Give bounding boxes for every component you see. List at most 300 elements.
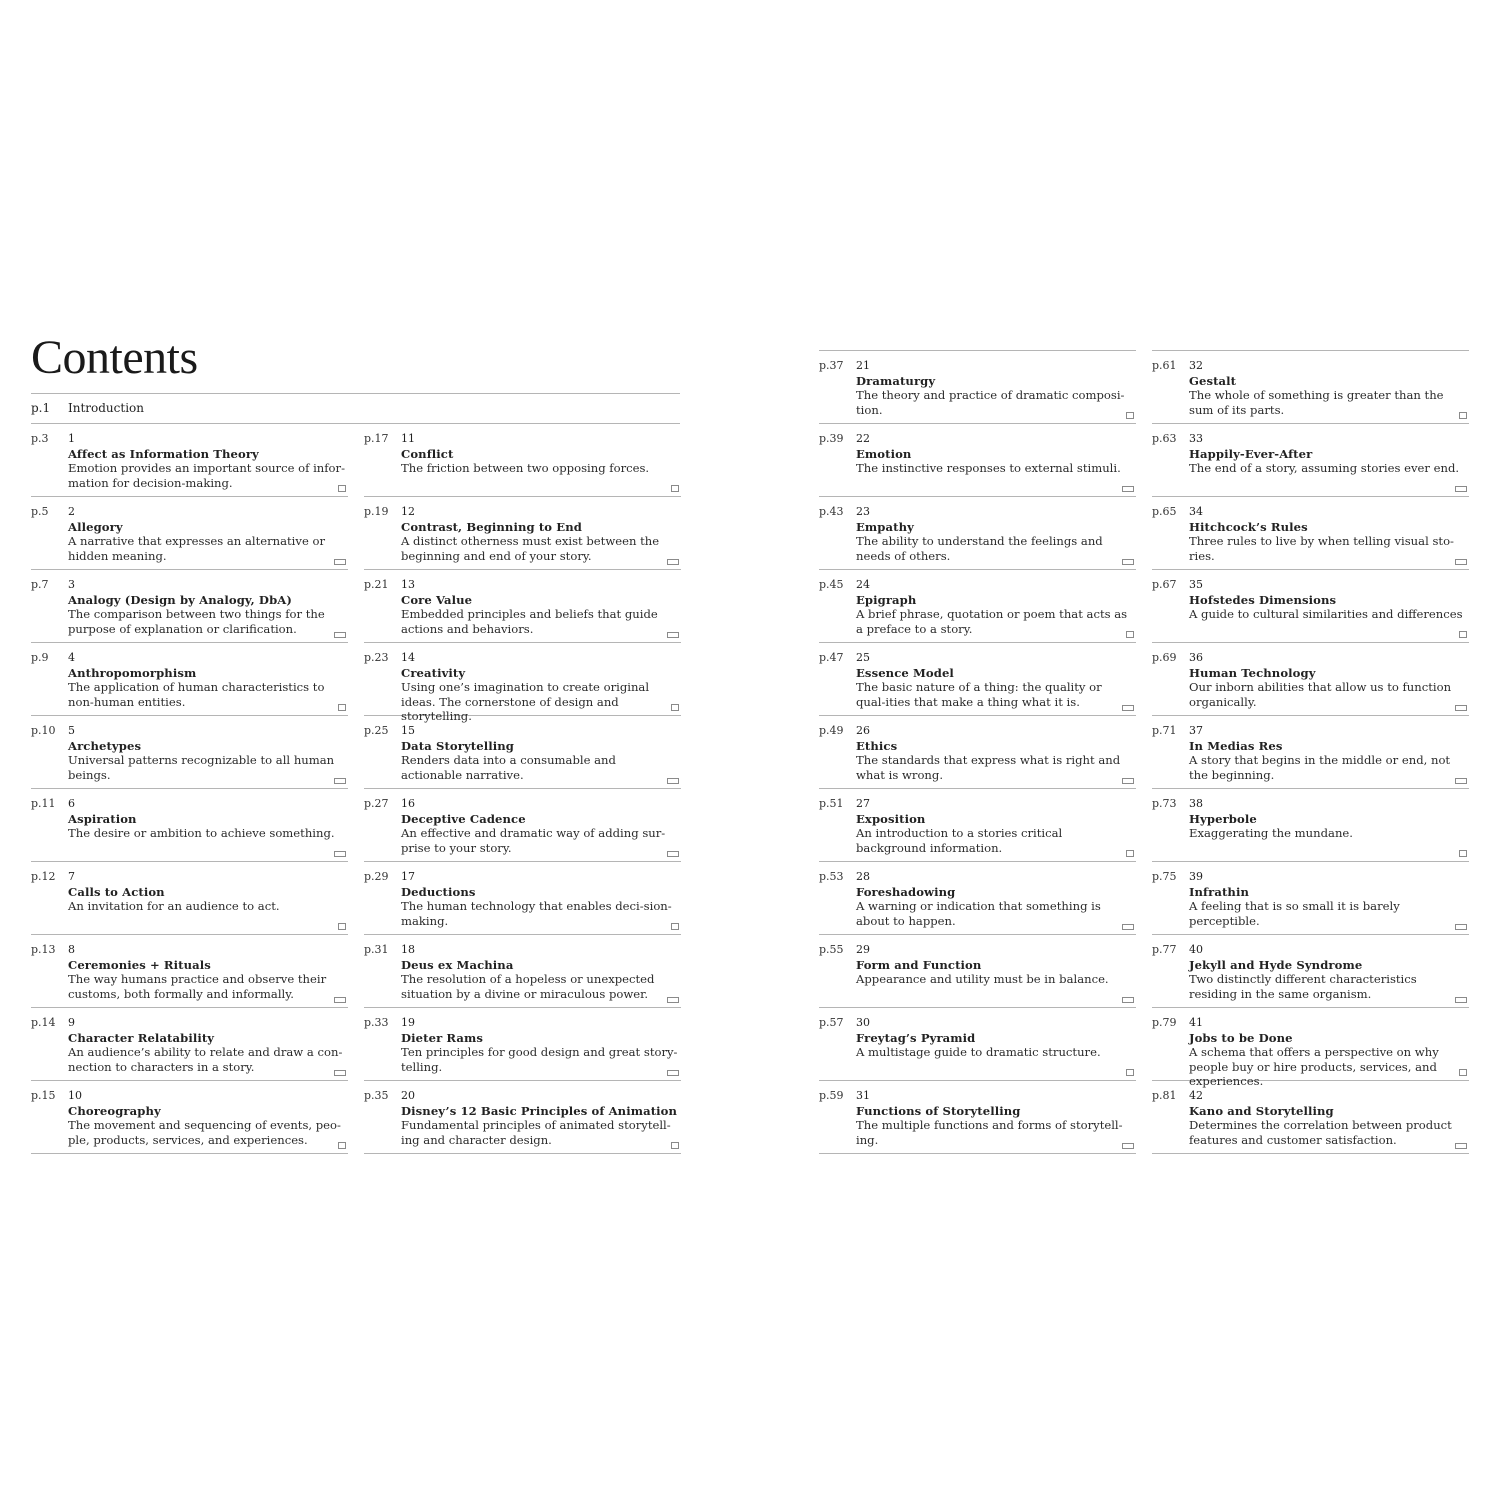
entry-number: 37 xyxy=(1189,724,1203,737)
entry-page: p.77 xyxy=(1152,943,1177,956)
category-marker-icon xyxy=(1122,1143,1134,1149)
entry-body xyxy=(68,724,346,782)
entry-title: Calls to Action xyxy=(68,884,165,899)
entry-number: 18 xyxy=(401,943,415,956)
entry-description: Two distinctly different characteristics residing in the same organism. xyxy=(1189,972,1417,1001)
toc-entry[interactable] xyxy=(819,497,1136,570)
entry-description: A multistage guide to dramatic structure. xyxy=(856,1045,1101,1060)
entry-number: 28 xyxy=(856,870,870,883)
category-marker-icon xyxy=(671,923,679,930)
entry-title: Jekyll and Hyde Syndrome xyxy=(1189,957,1363,972)
entry-number: 27 xyxy=(856,797,870,810)
entry-description: An invitation for an audience to act. xyxy=(68,899,280,914)
category-marker-icon xyxy=(338,704,346,711)
toc-entry[interactable] xyxy=(819,935,1136,1008)
category-marker-icon xyxy=(667,632,679,638)
category-marker-icon xyxy=(338,485,346,492)
entry-page: p.14 xyxy=(31,1016,56,1029)
toc-entry[interactable] xyxy=(31,862,348,935)
toc-entry[interactable] xyxy=(364,1008,681,1081)
toc-entry[interactable] xyxy=(819,1008,1136,1081)
toc-entry[interactable] xyxy=(1152,716,1469,789)
entry-body xyxy=(1189,1089,1467,1147)
entry-title: Affect as Information Theory xyxy=(68,446,259,461)
toc-entry[interactable] xyxy=(364,716,681,789)
entry-description: Exaggerating the mundane. xyxy=(1189,826,1353,841)
entry-body xyxy=(68,578,346,636)
entry-title: Archetypes xyxy=(68,738,142,753)
toc-entry[interactable] xyxy=(1152,862,1469,935)
entry-page: p.65 xyxy=(1152,505,1177,518)
entry-description: Our inborn abilities that allow us to function organically. xyxy=(1189,680,1452,709)
toc-entry[interactable] xyxy=(1152,935,1469,1008)
entry-description: The comparison between two things for the purpose of explanation or clarification. xyxy=(68,607,325,636)
entry-title: Conflict xyxy=(401,446,454,461)
entry-number: 24 xyxy=(856,578,870,591)
entry-page: p.67 xyxy=(1152,578,1177,591)
entry-description: A brief phrase, quotation or poem that acts as a preface to a story. xyxy=(856,607,1128,636)
entry-description: A distinct otherness must exist between the beginning and end of your story. xyxy=(401,534,660,563)
entry-title: Introduction xyxy=(68,401,144,415)
category-marker-icon xyxy=(667,997,679,1003)
toc-entry[interactable] xyxy=(31,789,348,862)
toc-entry[interactable] xyxy=(819,789,1136,862)
entry-page: p.51 xyxy=(819,797,844,810)
category-marker-icon xyxy=(1122,924,1134,930)
entry-body xyxy=(1189,432,1467,476)
entry-body xyxy=(401,797,679,855)
entry-title: Human Technology xyxy=(1189,665,1316,680)
entry-body xyxy=(68,432,346,490)
entry-title: Empathy xyxy=(856,519,914,534)
entry-page: p.43 xyxy=(819,505,844,518)
entry-page: p.23 xyxy=(364,651,389,664)
entry-description: A feeling that is so small it is barely perceptible. xyxy=(1189,899,1400,928)
entry-title: Choreography xyxy=(68,1103,161,1118)
category-marker-icon xyxy=(334,778,346,784)
category-marker-icon xyxy=(671,1142,679,1149)
entry-description: The ability to understand the feelings and needs of others. xyxy=(856,534,1103,563)
entry-page: p.19 xyxy=(364,505,389,518)
toc-entry[interactable] xyxy=(31,424,348,497)
entry-description: The human technology that enables deci-sion-making. xyxy=(401,899,672,928)
entry-page: p.25 xyxy=(364,724,389,737)
entry-body xyxy=(68,797,346,841)
entry-body xyxy=(401,1089,679,1147)
toc-entry[interactable] xyxy=(31,1081,348,1154)
toc-entry[interactable] xyxy=(819,1081,1136,1154)
category-marker-icon xyxy=(1122,705,1134,711)
category-marker-icon xyxy=(1126,850,1134,857)
entry-page: p.35 xyxy=(364,1089,389,1102)
entry-page: p.13 xyxy=(31,943,56,956)
entry-title: Deus ex Machina xyxy=(401,957,514,972)
category-marker-icon xyxy=(1455,997,1467,1003)
entry-description: Renders data into a consumable and actionable narrative. xyxy=(401,753,616,782)
entry-page: p.17 xyxy=(364,432,389,445)
entry-number: 38 xyxy=(1189,797,1203,810)
entry-title: Gestalt xyxy=(1189,373,1237,388)
entry-title: Deceptive Cadence xyxy=(401,811,526,826)
entry-title: Hofstedes Dimensions xyxy=(1189,592,1337,607)
entry-body xyxy=(68,1089,346,1147)
entry-title: Creativity xyxy=(401,665,466,680)
category-marker-icon xyxy=(667,1070,679,1076)
category-marker-icon xyxy=(334,632,346,638)
entry-page: p.45 xyxy=(819,578,844,591)
entry-number: 40 xyxy=(1189,943,1203,956)
toc-entry[interactable] xyxy=(364,1081,681,1154)
entry-number: 36 xyxy=(1189,651,1203,664)
entry-body xyxy=(68,870,346,914)
entry-page: p.12 xyxy=(31,870,56,883)
entry-page: p.75 xyxy=(1152,870,1177,883)
toc-entry[interactable] xyxy=(1152,424,1469,497)
entry-title: Dramaturgy xyxy=(856,373,936,388)
entry-number: 3 xyxy=(68,578,75,591)
entry-description: Ten principles for good design and great story-telling. xyxy=(401,1045,678,1074)
entry-page: p.79 xyxy=(1152,1016,1177,1029)
entry-description: An effective and dramatic way of adding sur-prise to your story. xyxy=(401,826,666,855)
entry-title: Deductions xyxy=(401,884,476,899)
entry-page: p.10 xyxy=(31,724,56,737)
category-marker-icon xyxy=(1122,997,1134,1003)
entry-page: p.39 xyxy=(819,432,844,445)
category-marker-icon xyxy=(338,923,346,930)
toc-entry[interactable] xyxy=(364,570,681,643)
entry-body xyxy=(856,359,1134,417)
entry-number: 8 xyxy=(68,943,75,956)
category-marker-icon xyxy=(1126,631,1134,638)
toc-entry[interactable] xyxy=(31,935,348,1008)
entry-title: Exposition xyxy=(856,811,926,826)
category-marker-icon xyxy=(671,704,679,711)
entry-body xyxy=(1189,578,1467,622)
toc-entry[interactable] xyxy=(1152,1008,1469,1089)
entry-number: 16 xyxy=(401,797,415,810)
toc-entry[interactable] xyxy=(364,789,681,862)
entry-title: Epigraph xyxy=(856,592,917,607)
entry-body xyxy=(68,505,346,563)
entry-description: The multiple functions and forms of storytell-ing. xyxy=(856,1118,1123,1147)
entry-body xyxy=(1189,505,1467,563)
entry-number: 42 xyxy=(1189,1089,1203,1102)
entry-title: Foreshadowing xyxy=(856,884,956,899)
entry-description: The whole of something is greater than the sum of its parts. xyxy=(1189,388,1444,417)
toc-entry[interactable] xyxy=(1152,1081,1469,1154)
toc-column-4 xyxy=(1152,350,1469,1154)
entry-number: 7 xyxy=(68,870,75,883)
toc-entry[interactable] xyxy=(1152,643,1469,716)
entry-title: Dieter Rams xyxy=(401,1030,484,1045)
entry-page: p.71 xyxy=(1152,724,1177,737)
entry-page: p.9 xyxy=(31,651,49,664)
toc-column-2 xyxy=(364,424,681,1154)
entry-title: Disney’s 12 Basic Principles of Animation xyxy=(401,1103,678,1118)
toc-entry[interactable] xyxy=(31,643,348,716)
entry-page: p.61 xyxy=(1152,359,1177,372)
entry-title: In Medias Res xyxy=(1189,738,1283,753)
toc-column-1 xyxy=(31,424,348,1154)
toc-entry[interactable] xyxy=(819,716,1136,789)
entry-page: p.1 xyxy=(31,401,51,415)
entry-body xyxy=(68,651,346,709)
entry-body xyxy=(856,1089,1134,1147)
entry-body xyxy=(401,870,679,928)
category-marker-icon xyxy=(667,559,679,565)
entry-number: 14 xyxy=(401,651,415,664)
entry-description: Embedded principles and beliefs that guide actions and behaviors. xyxy=(401,607,658,636)
entry-title: Functions of Storytelling xyxy=(856,1103,1021,1118)
category-marker-icon xyxy=(667,851,679,857)
page-title: Contents xyxy=(31,331,198,384)
entry-page: p.73 xyxy=(1152,797,1177,810)
toc-entry[interactable] xyxy=(819,424,1136,497)
category-marker-icon xyxy=(334,851,346,857)
entry-body xyxy=(856,943,1134,987)
entry-page: p.49 xyxy=(819,724,844,737)
entry-page: p.5 xyxy=(31,505,49,518)
entry-number: 34 xyxy=(1189,505,1203,518)
entry-body xyxy=(856,578,1134,636)
entry-description: An audience’s ability to relate and draw a con-nection to characters in a story. xyxy=(68,1045,343,1074)
entry-number: 23 xyxy=(856,505,870,518)
toc-entry[interactable] xyxy=(1152,497,1469,570)
entry-number: 1 xyxy=(68,432,75,445)
toc-entry[interactable] xyxy=(364,935,681,1008)
entry-body xyxy=(401,943,679,1001)
entry-number: 10 xyxy=(68,1089,82,1102)
entry-title: Happily-Ever-After xyxy=(1189,446,1313,461)
entry-page: p.57 xyxy=(819,1016,844,1029)
category-marker-icon xyxy=(671,485,679,492)
entry-number: 22 xyxy=(856,432,870,445)
entry-number: 39 xyxy=(1189,870,1203,883)
category-marker-icon xyxy=(1455,705,1467,711)
entry-page: p.15 xyxy=(31,1089,56,1102)
entry-number: 32 xyxy=(1189,359,1203,372)
entry-page: p.37 xyxy=(819,359,844,372)
entry-description: The application of human characteristics to non-human entities. xyxy=(68,680,325,709)
entry-body xyxy=(856,505,1134,563)
entry-number: 41 xyxy=(1189,1016,1203,1029)
category-marker-icon xyxy=(1459,850,1467,857)
category-marker-icon xyxy=(1122,778,1134,784)
entry-description: A guide to cultural similarities and differences xyxy=(1189,607,1463,622)
toc-entry[interactable] xyxy=(1152,789,1469,862)
entry-description: The end of a story, assuming stories ever end. xyxy=(1189,461,1460,476)
entry-title: Analogy (Design by Analogy, DbA) xyxy=(68,592,292,607)
entry-title: Contrast, Beginning to End xyxy=(401,519,582,534)
entry-description: The instinctive responses to external stimuli. xyxy=(856,461,1121,476)
toc-entry[interactable] xyxy=(31,497,348,570)
entry-body xyxy=(1189,943,1467,1001)
entry-title: Ethics xyxy=(856,738,898,753)
category-marker-icon xyxy=(1459,412,1467,419)
entry-number: 11 xyxy=(401,432,415,445)
entry-title: Core Value xyxy=(401,592,473,607)
category-marker-icon xyxy=(1455,486,1467,492)
toc-entry[interactable] xyxy=(819,350,1136,424)
entry-description: The basic nature of a thing: the quality or qual-ities that make a thing what it is. xyxy=(856,680,1102,709)
category-marker-icon xyxy=(1455,778,1467,784)
entry-body xyxy=(401,578,679,636)
toc-entry[interactable] xyxy=(819,643,1136,716)
entry-body xyxy=(401,1016,679,1074)
entry-page: p.33 xyxy=(364,1016,389,1029)
entry-body xyxy=(856,797,1134,855)
toc-entry[interactable] xyxy=(31,1008,348,1081)
category-marker-icon xyxy=(334,1070,346,1076)
category-marker-icon xyxy=(1122,559,1134,565)
entry-description: A narrative that expresses an alternative or hidden meaning. xyxy=(68,534,326,563)
entry-body xyxy=(401,651,679,724)
entry-title: Essence Model xyxy=(856,665,954,680)
entry-number: 35 xyxy=(1189,578,1203,591)
entry-number: 21 xyxy=(856,359,870,372)
entry-description: Universal patterns recognizable to all human beings. xyxy=(68,753,335,782)
entry-title: Hitchcock’s Rules xyxy=(1189,519,1308,534)
entry-title: Kano and Storytelling xyxy=(1189,1103,1334,1118)
entry-number: 4 xyxy=(68,651,75,664)
entry-page: p.55 xyxy=(819,943,844,956)
entry-number: 6 xyxy=(68,797,75,810)
entry-description: A story that begins in the middle or end, not the beginning. xyxy=(1189,753,1451,782)
toc-entry[interactable] xyxy=(364,497,681,570)
entry-number: 29 xyxy=(856,943,870,956)
entry-body xyxy=(856,1016,1134,1060)
entry-title: Emotion xyxy=(856,446,912,461)
entry-description: Appearance and utility must be in balance. xyxy=(856,972,1109,987)
entry-number: 17 xyxy=(401,870,415,883)
entry-title: Anthropomorphism xyxy=(68,665,197,680)
entry-page: p.69 xyxy=(1152,651,1177,664)
toc-entry[interactable] xyxy=(364,643,681,724)
entry-description: The friction between two opposing forces. xyxy=(401,461,650,476)
entry-description: The theory and practice of dramatic composi-tion. xyxy=(856,388,1125,417)
entry-body xyxy=(1189,870,1467,928)
entry-description: Emotion provides an important source of infor-mation for decision-making. xyxy=(68,461,345,490)
entry-description: The desire or ambition to achieve something. xyxy=(68,826,335,841)
entry-body xyxy=(856,724,1134,782)
entry-description: The movement and sequencing of events, peo-ple, products, services, and experiences. xyxy=(68,1118,341,1147)
entry-page: p.81 xyxy=(1152,1089,1177,1102)
category-marker-icon xyxy=(1126,412,1134,419)
entry-title: Aspiration xyxy=(68,811,137,826)
entry-body xyxy=(856,870,1134,928)
toc-entry[interactable] xyxy=(819,570,1136,643)
toc-entry[interactable] xyxy=(364,862,681,935)
category-marker-icon xyxy=(1455,924,1467,930)
entry-number: 5 xyxy=(68,724,75,737)
entry-number: 33 xyxy=(1189,432,1203,445)
entry-description: The way humans practice and observe their customs, both formally and informally. xyxy=(68,972,327,1001)
entry-number: 19 xyxy=(401,1016,415,1029)
entry-description: A warning or indication that something is about to happen. xyxy=(856,899,1101,928)
entry-description: The standards that express what is right and what is wrong. xyxy=(856,753,1121,782)
entry-page: p.31 xyxy=(364,943,389,956)
entry-description: An introduction to a stories critical background information. xyxy=(856,826,1063,855)
entry-page: p.47 xyxy=(819,651,844,664)
toc-entry[interactable] xyxy=(31,570,348,643)
entry-title: Character Relatability xyxy=(68,1030,215,1045)
entry-description: Using one’s imagination to create original ideas. The cornerstone of design and storytelling. xyxy=(401,680,650,724)
entry-number: 15 xyxy=(401,724,415,737)
entry-number: 25 xyxy=(856,651,870,664)
entry-page: p.11 xyxy=(31,797,56,810)
entry-page: p.59 xyxy=(819,1089,844,1102)
entry-body xyxy=(68,943,346,1001)
entry-body xyxy=(1189,724,1467,782)
toc-column-3 xyxy=(819,350,1136,1154)
category-marker-icon xyxy=(1122,486,1134,492)
entry-description: Determines the correlation between product features and customer satisfaction. xyxy=(1189,1118,1452,1147)
entry-body xyxy=(856,651,1134,709)
toc-entry[interactable] xyxy=(31,716,348,789)
entry-title: Allegory xyxy=(68,519,123,534)
category-marker-icon xyxy=(1459,631,1467,638)
category-marker-icon xyxy=(1459,1069,1467,1076)
category-marker-icon xyxy=(1455,1143,1467,1149)
entry-title: Data Storytelling xyxy=(401,738,514,753)
entry-number: 9 xyxy=(68,1016,75,1029)
entry-body xyxy=(1189,359,1467,417)
entry-title: Jobs to be Done xyxy=(1189,1030,1293,1045)
category-marker-icon xyxy=(334,559,346,565)
entry-title: Ceremonies + Rituals xyxy=(68,957,211,972)
entry-page: p.7 xyxy=(31,578,49,591)
entry-title: Form and Function xyxy=(856,957,982,972)
entry-body xyxy=(401,724,679,782)
entry-description: Three rules to live by when telling visual sto-ries. xyxy=(1189,534,1454,563)
toc-entry[interactable] xyxy=(1152,350,1469,424)
toc-entry[interactable] xyxy=(819,862,1136,935)
entry-body xyxy=(1189,797,1467,841)
entry-description: A schema that offers a perspective on why people buy or hire products, services, and experiences. xyxy=(1189,1045,1439,1089)
entry-number: 20 xyxy=(401,1089,415,1102)
entry-page: p.27 xyxy=(364,797,389,810)
entry-page: p.29 xyxy=(364,870,389,883)
entry-body xyxy=(856,432,1134,476)
category-marker-icon xyxy=(338,1142,346,1149)
entry-body xyxy=(401,505,679,563)
entry-page: p.53 xyxy=(819,870,844,883)
entry-page: p.63 xyxy=(1152,432,1177,445)
entry-body xyxy=(401,432,679,476)
entry-description: The resolution of a hopeless or unexpected situation by a divine or miraculous power. xyxy=(401,972,655,1001)
toc-entry[interactable] xyxy=(1152,570,1469,643)
category-marker-icon xyxy=(1455,559,1467,565)
entry-number: 30 xyxy=(856,1016,870,1029)
category-marker-icon xyxy=(334,997,346,1003)
toc-entry[interactable] xyxy=(364,424,681,497)
entry-number: 13 xyxy=(401,578,415,591)
entry-body xyxy=(1189,1016,1467,1089)
category-marker-icon xyxy=(1126,1069,1134,1076)
title-divider xyxy=(31,393,680,394)
entry-body xyxy=(1189,651,1467,709)
entry-title: Freytag’s Pyramid xyxy=(856,1030,976,1045)
entry-number: 12 xyxy=(401,505,415,518)
entry-number: 26 xyxy=(856,724,870,737)
entry-page: p.3 xyxy=(31,432,49,445)
entry-number: 31 xyxy=(856,1089,870,1102)
entry-number: 2 xyxy=(68,505,75,518)
category-marker-icon xyxy=(667,778,679,784)
entry-title: Hyperbole xyxy=(1189,811,1257,826)
entry-description: Fundamental principles of animated storytell-ing and character design. xyxy=(401,1118,671,1147)
entry-title: Infrathin xyxy=(1189,884,1249,899)
